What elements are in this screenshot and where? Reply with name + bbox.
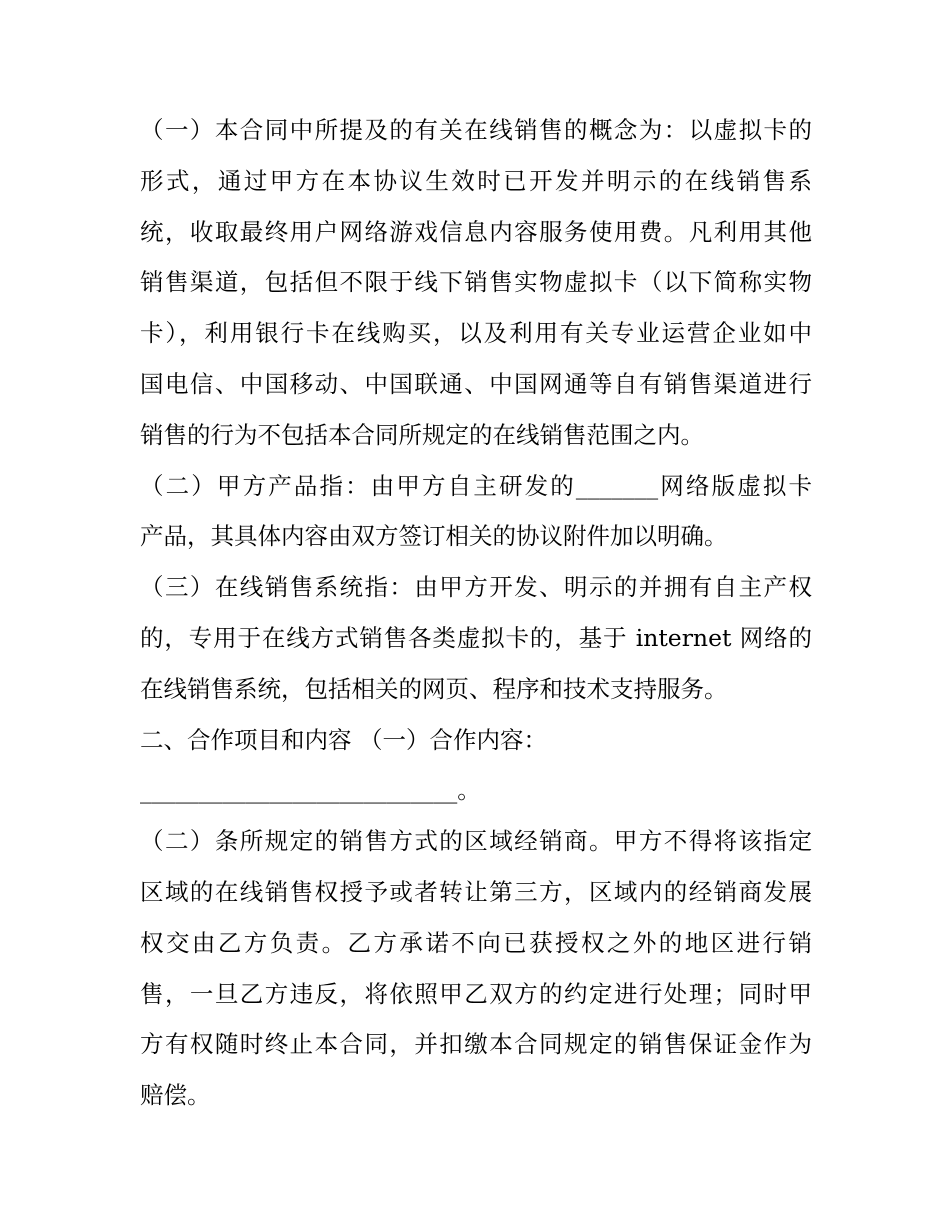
text-line: （二）条所规定的销售方式的区域经销商。甲方不得将该指定 [140,827,812,856]
text-line: 赔偿。 [140,1081,211,1110]
text-line: 卡），利用银行卡在线购买，以及利用有关专业运营企业如中 [140,319,812,348]
text-line: 二、合作项目和内容 （一）合作内容： [140,725,547,754]
text-line: 国电信、中国移动、中国联通、中国网通等自有销售渠道进行 [140,369,812,398]
text-line: 权交由乙方负责。乙方承诺不向已获授权之外的地区进行销 [140,928,812,957]
text-line: 销售渠道，包括但不限于线下销售实物虚拟卡（以下简称实物 [140,268,812,297]
text-line: （二）甲方产品指：由甲方自主研发的_______网络版虚拟卡 [140,471,812,500]
text-line: （一）本合同中所提及的有关在线销售的概念为：以虚拟卡的 [140,116,812,144]
text-line: （三）在线销售系统指：由甲方开发、明示的并拥有自主产权 [140,573,812,602]
text-line: 在线销售系统，包括相关的网页、程序和技术支持服务。 [140,674,728,703]
text-line: 的，专用于在线方式销售各类虚拟卡的，基于 internet 网络的 [140,623,812,652]
text-line: 形式，通过甲方在本协议生效时已开发并明示的在线销售系 [140,166,812,195]
text-line: 方有权随时终止本合同，并扣缴本合同规定的销售保证金作为 [140,1030,812,1059]
text-line: 售，一旦乙方违反，将依照甲乙双方的约定进行处理；同时甲 [140,979,812,1008]
document-page [140,105,812,1121]
text-line: 销售的行为不包括本合同所规定的在线销售范围之内。 [140,420,704,449]
blank-fill-line: ___________________________。 [140,776,481,805]
text-line: 统，收取最终用户网络游戏信息内容服务使用费。凡利用其他 [140,217,812,246]
text-line: 产品，其具体内容由双方签订相关的协议附件加以明确。 [140,522,728,551]
text-line: 区域的在线销售权授予或者转让第三方，区域内的经销商发展 [140,877,812,906]
